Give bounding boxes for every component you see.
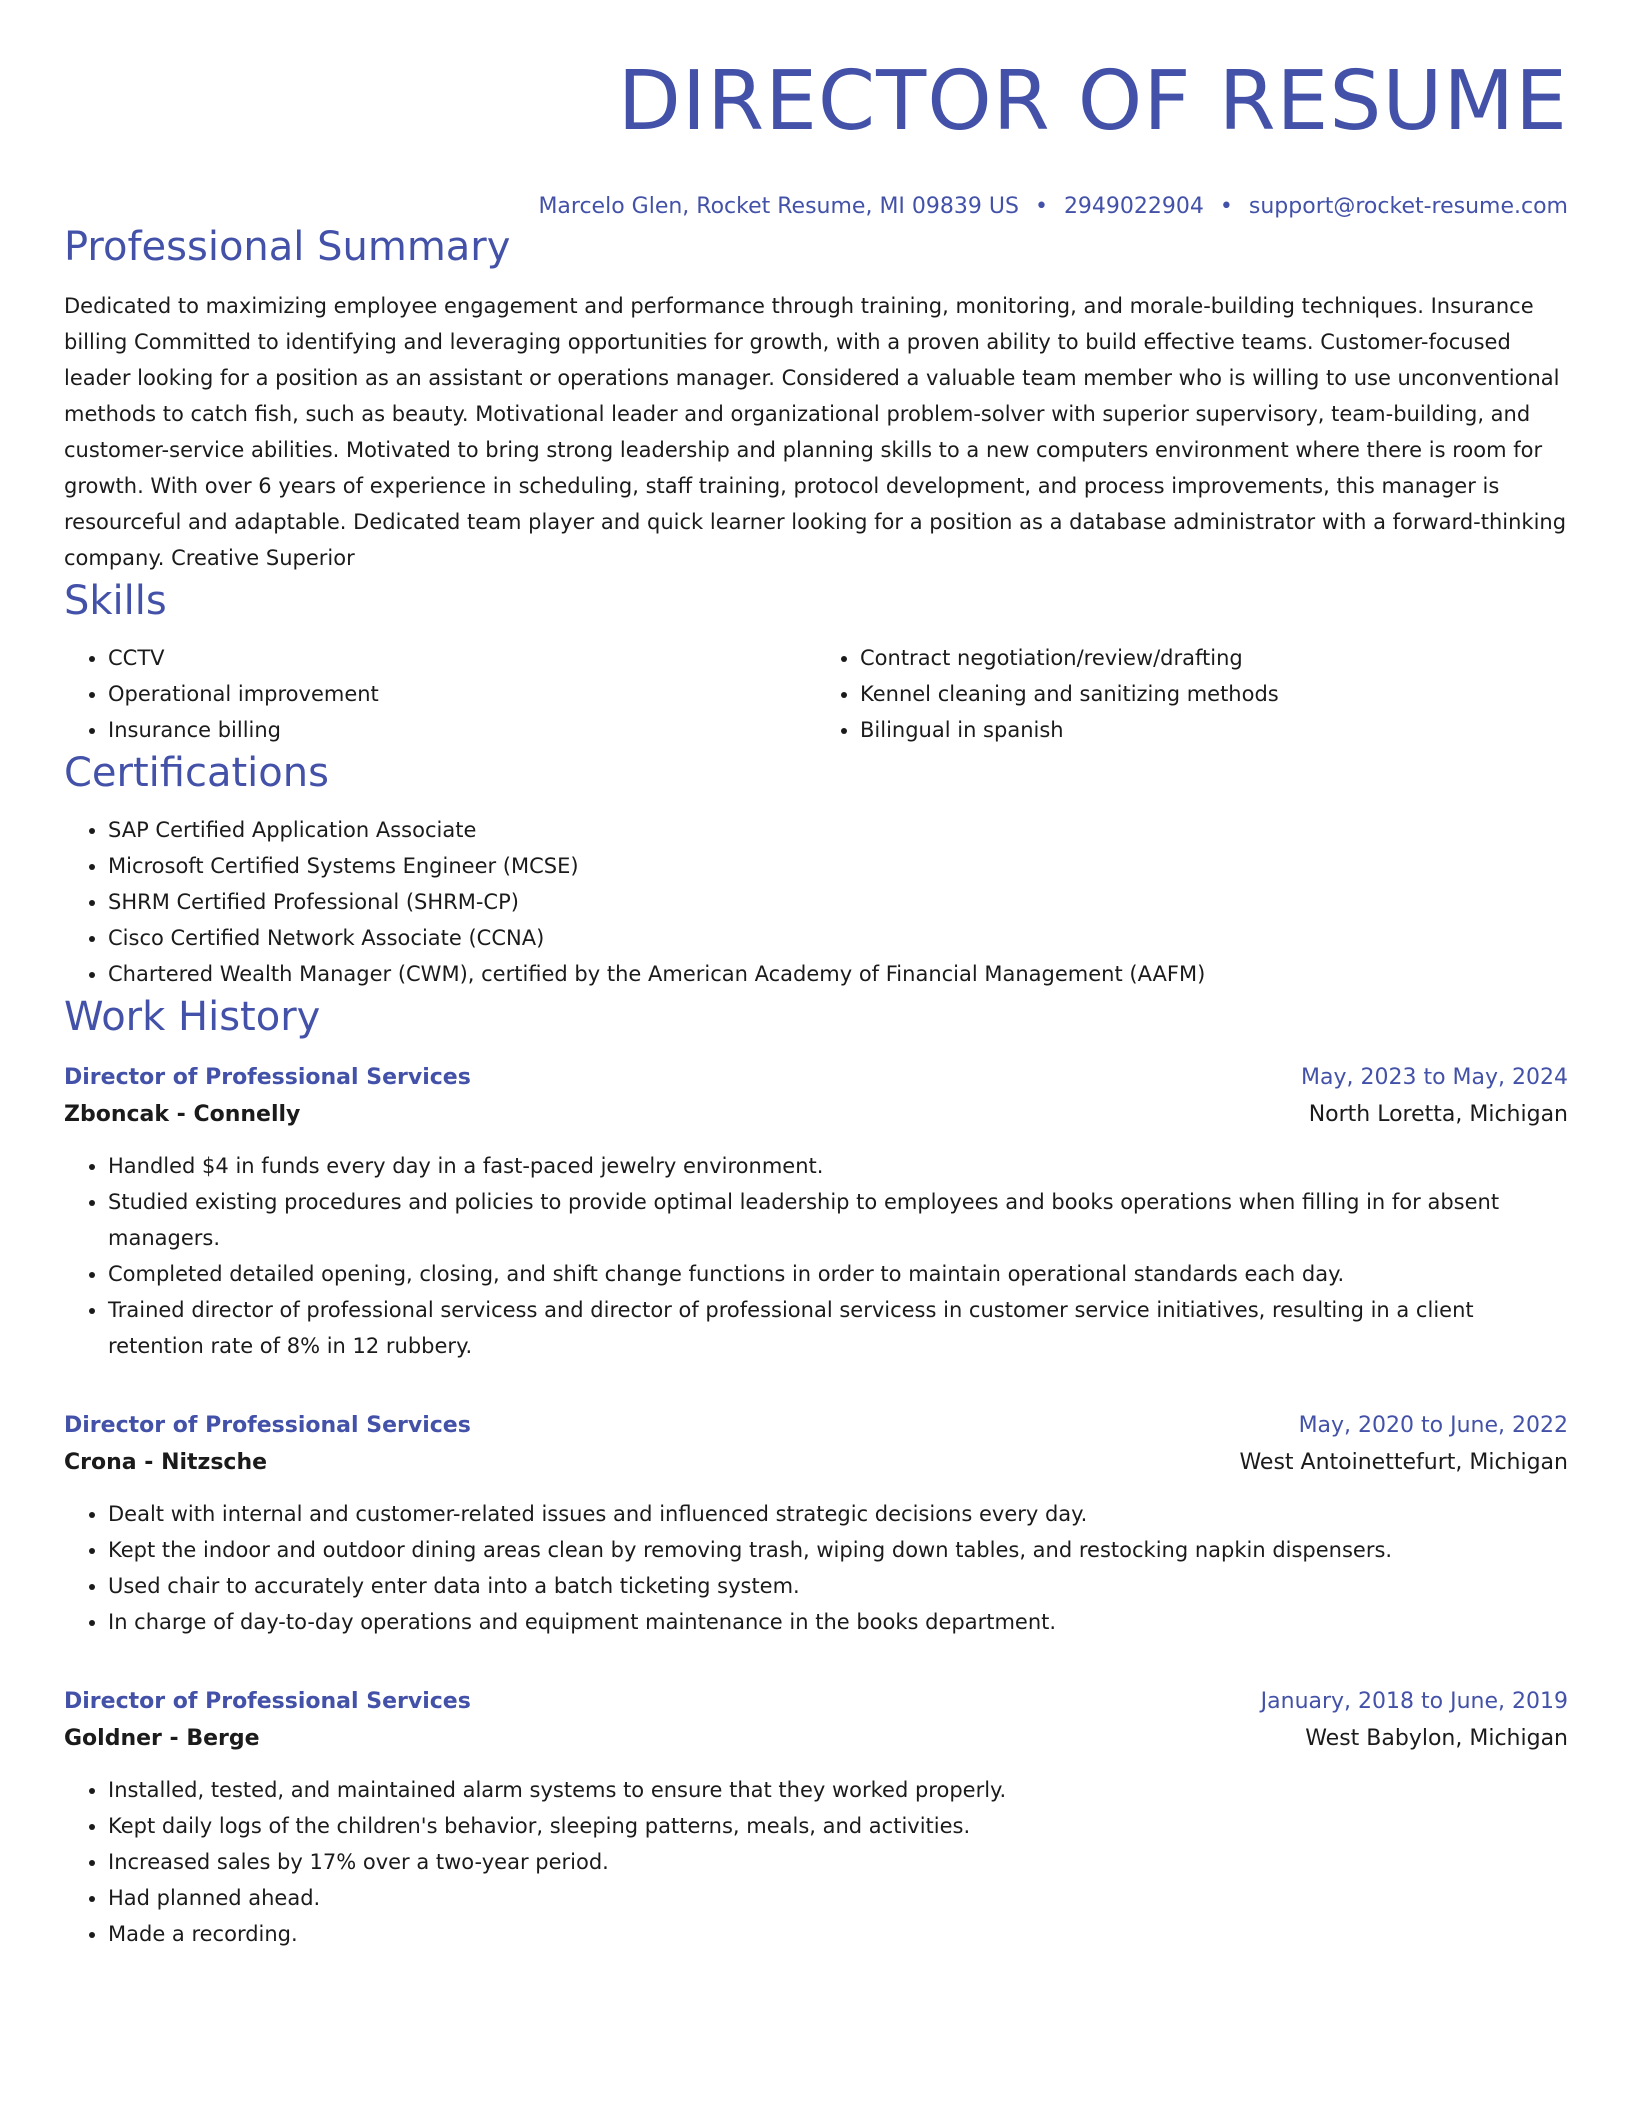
job-dates: May, 2020 to June, 2022 (1298, 1413, 1568, 1438)
skills-list (64, 640, 1568, 748)
job-bullets (64, 1148, 1568, 1364)
skills-heading: Skills (64, 578, 167, 624)
job-title: Director of Professional Services (64, 1689, 471, 1714)
summary-text: Dedicated to maximizing employee engagement and performance through training, monitoring, and morale-building techniques. Insurance billing Committed to identifying and leveraging opportunities for growth, with a proven ability to build effective teams. Customer-focused leader looking for a position as an assistant or operations manager. Considered a valuable team member who is willing to use unconventional methods to catch fish, such as beauty. Motivational leader and organizational problem-solver with superior supervisory, team-building, and customer-service abilities. Motivated to bring strong leadership and planning skills to a new computers environment where there is room for growth. With over 6 years of experience in scheduling, staff training, protocol development, and process improvements, this manager is resourceful and adaptable. Dedicated team player and quick learner looking for a position as a database administrator with a forward-thinking company. Creative Superior (64, 294, 1567, 570)
skills-column-right (816, 640, 1568, 748)
certification-item: • SHRM Certified Professional (SHRM-CP) (108, 884, 1568, 920)
contact-line (64, 192, 1568, 222)
skill-item: • CCTV (108, 640, 816, 676)
job-bullet: • Kept daily logs of the children's behavior, sleeping patterns, meals, and activities. (108, 1808, 1568, 1844)
job-title: Director of Professional Services (64, 1413, 471, 1438)
job-header-row (64, 1684, 1568, 1720)
job-bullets (64, 1496, 1568, 1640)
certification-item: • Cisco Certified Network Associate (CCNA) (108, 920, 1568, 956)
job-bullet: • In charge of day-to-day operations and equipment maintenance in the books department. (108, 1604, 1568, 1640)
job-company: Crona - Nitzsche (64, 1450, 268, 1475)
job-company: Goldner - Berge (64, 1726, 260, 1751)
contact-separator: • (1219, 194, 1233, 219)
contact-phone: 2949022904 (1063, 194, 1204, 219)
job-bullet: • Installed, tested, and maintained alarm systems to ensure that they worked properly. (108, 1772, 1568, 1808)
contact-separator: • (1034, 194, 1048, 219)
job-company-row (64, 1720, 1568, 1758)
job-entry (64, 1060, 1568, 1364)
job-bullet: • Dealt with internal and customer-related issues and influenced strategic decisions every day. (108, 1496, 1568, 1532)
job-bullet: • Studied existing procedures and policies to provide optimal leadership to employees and books operations when filling in for absent managers. (108, 1184, 1568, 1256)
certifications-list (64, 812, 1568, 992)
job-location: West Babylon, Michigan (1305, 1726, 1568, 1751)
job-bullet: • Completed detailed opening, closing, and shift change functions in order to maintain operational standards each day. (108, 1256, 1568, 1292)
job-location: West Antoinettefurt, Michigan (1239, 1450, 1568, 1475)
job-company: Zboncak - Connelly (64, 1102, 301, 1127)
job-location: North Loretta, Michigan (1308, 1102, 1568, 1127)
certification-item: • Microsoft Certified Systems Engineer (MCSE) (108, 848, 1568, 884)
job-bullet: • Used chair to accurately enter data into a batch ticketing system. (108, 1568, 1568, 1604)
job-bullet: • Increased sales by 17% over a two-year period. (108, 1844, 1568, 1880)
job-bullet: • Trained director of professional servicess and director of professional servicess in customer service initiatives, resulting in a client retention rate of 8% in 12 rubbery. (108, 1292, 1568, 1364)
job-bullet: • Handled $4 in funds every day in a fast-paced jewelry environment. (108, 1148, 1568, 1184)
job-title: Director of Professional Services (64, 1065, 471, 1090)
job-bullet: • Had planned ahead. (108, 1880, 1568, 1916)
job-header-row (64, 1408, 1568, 1444)
summary-heading: Professional Summary (64, 224, 511, 270)
contact-email: support@rocket-resume.com (1248, 194, 1568, 219)
skill-item: • Operational improvement (108, 676, 816, 712)
job-dates: January, 2018 to June, 2019 (1260, 1689, 1568, 1714)
skill-item: • Insurance billing (108, 712, 816, 748)
work-history-heading: Work History (64, 994, 321, 1040)
certifications-heading: Certifications (64, 750, 329, 796)
skill-item: • Contract negotiation/review/drafting (860, 640, 1568, 676)
resume-name: DIRECTOR OF RESUME (617, 54, 1568, 149)
skill-item: • Kennel cleaning and sanitizing methods (860, 676, 1568, 712)
certification-item: • SAP Certified Application Associate (108, 812, 1568, 848)
job-company-row (64, 1096, 1568, 1134)
skills-column-left (64, 640, 816, 748)
job-entry (64, 1684, 1568, 1952)
skill-item: • Bilingual in spanish (860, 712, 1568, 748)
job-dates: May, 2023 to May, 2024 (1301, 1065, 1568, 1090)
job-bullet: • Made a recording. (108, 1916, 1568, 1952)
job-bullets (64, 1772, 1568, 1952)
contact-address: Marcelo Glen, Rocket Resume, MI 09839 US (538, 194, 1019, 219)
job-header-row (64, 1060, 1568, 1096)
job-bullet: • Kept the indoor and outdoor dining areas clean by removing trash, wiping down tables, and restocking napkin dispensers. (108, 1532, 1568, 1568)
certification-item: • Chartered Wealth Manager (CWM), certified by the American Academy of Financial Management (AAFM) (108, 956, 1568, 992)
job-company-row (64, 1444, 1568, 1482)
job-entry (64, 1408, 1568, 1640)
